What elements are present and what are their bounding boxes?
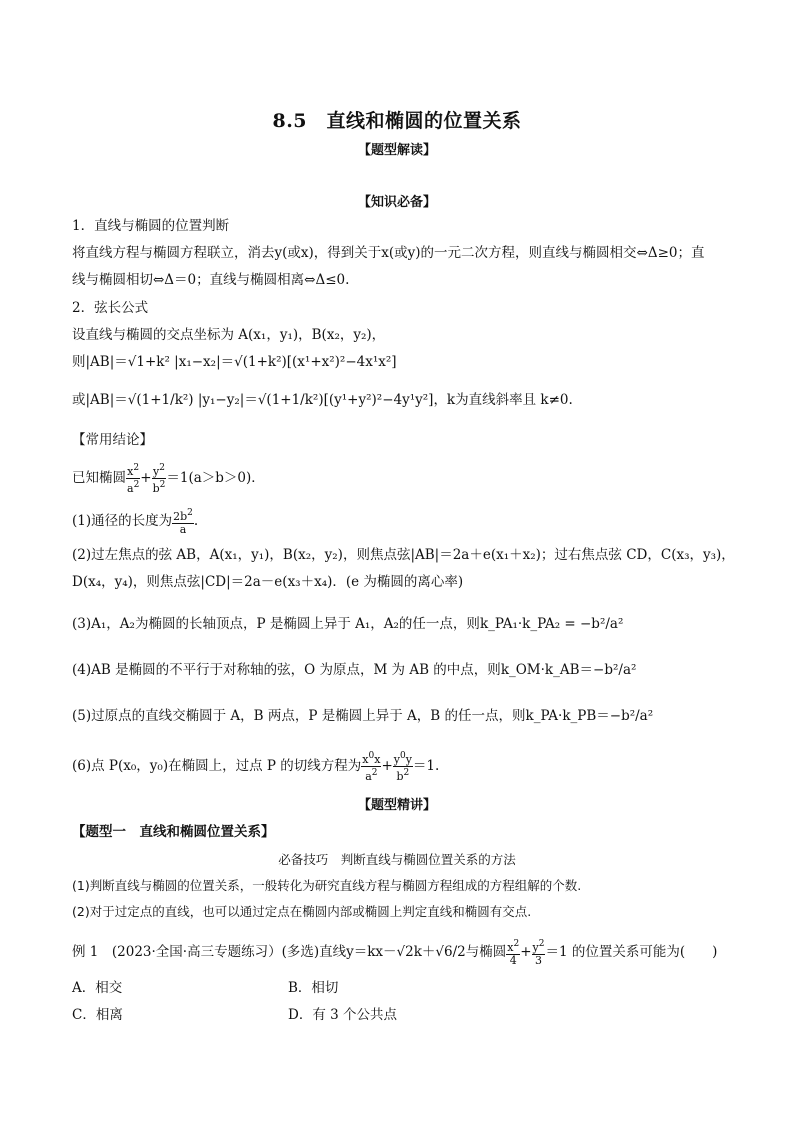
conclusion-4-text: (4)AB 是椭圆的不平行于对称轴的弦，O 为原点，M 为 AB 的中点，则 [72,662,501,678]
conclusion-4-formula: k_OM·k_AB＝−b²/a² [500,662,637,678]
section-heading-explanation: 【题型精讲】 [357,798,436,813]
option-a: A．相交 [72,980,123,996]
type1-heading: 【题型一 直线和椭圆位置关系】 [72,824,275,840]
conclusion-intro: 已知椭圆 $\frac{x^2}{a^2}$ + $\frac{y^2}{b^2}$ ＝1(a＞b＞0)． [72,463,265,495]
conclusion-intro-suffix: ＝1(a＞b＞0)． [166,470,265,486]
fraction-2b2-a: $\frac{2b^2}{a}$ [173,508,193,536]
page-title: 8.5 直线和椭圆的位置关系 [272,110,522,132]
type1-skill-2: (2)对于过定点的直线，也可以通过定点在椭圆内部或椭圆上判定直线和椭圆有交点. [72,904,532,919]
knowledge-heading-1: 1．直线与椭圆的位置判断 [72,218,230,234]
fraction-y2-b2: $\frac{y^2}{b^2}$ [152,463,166,495]
conclusion-1: (1)通径的长度为 $\frac{2b^2}{a}$ . [72,508,199,536]
conclusion-intro-prefix: 已知椭圆 [72,470,126,486]
knowledge-heading-2: 2．弦长公式 [72,300,149,316]
conclusion-3 [72,614,732,634]
chord-formula-x [72,352,732,372]
chord-formula-x-prefix: 则|AB|＝ [72,354,128,370]
option-b: B．相切 [288,980,339,996]
example-1-mid: 与椭圆 [465,944,507,960]
chord-formula-y-body: √(1+1/k²) |y₁−y₂|＝√(1+1/k²)[(y¹+y²)²−4y¹y²] [127,392,434,408]
section-heading-type-intro: 【题型解读】 [357,143,436,158]
conclusion-6: (6)点 P(x₀，y₀)在椭圆上，过点 P 的切线方程为 $\frac{x^0x}{a^2}$ + $\frac{y^0y}{b^2}$ ＝1. [72,751,440,783]
conclusion-4 [72,660,732,680]
conclusions-heading: 【常用结论】 [72,432,153,448]
conclusion-6-suffix: ＝1. [412,758,440,774]
conclusion-5-text: (5)过原点的直线交椭圆于 A，B 两点，P 是椭圆上异于 A，B 的任一点，则 [72,708,526,724]
conclusion-5-formula: k_PA·k_PB＝−b²/a² [525,708,654,724]
conclusion-3-formula: k_PA₁·k_PA₂ = −b²/a² [479,616,624,632]
chord-formula-x-body: √1+k² |x₁−x₂|＝√(1+k²)[(x¹+x²)²−4x¹x²] [127,354,397,370]
fraction-x2-4: $\frac{x^2}{4}$ [507,939,520,967]
conclusion-1-text: (1)通径的长度为 [72,513,173,529]
example-1-source: 例 1 (2023·全国·高三专题练习）(多选)直线 [72,944,347,960]
conclusion-2b: D(x₄，y₄)，则焦点弦|CD|＝2a－e(x₃＋x₄)．(e 为椭圆的离心率) [72,574,464,590]
type1-skill-1: (1)判断直线与椭圆的位置关系，一般转化为研究直线方程与椭圆方程组成的方程组解的个数. [72,878,582,893]
type1-skill-title: 必备技巧 判断直线与椭圆位置关系的方法 [278,852,516,867]
example-1-line-equation: y＝kx－√2k＋√6/2 [346,944,466,960]
fraction-x2-a2: $\frac{x^2}{a^2}$ [127,463,140,495]
knowledge-paragraph-1a: 将直线方程与椭圆方程联立，消去y(或x)，得到关于x(或y)的一元二次方程，则直线与椭圆相交⇔Δ≥0；直 [72,245,705,261]
example-1-suffix: ＝1 的位置关系可能为( ) [545,944,718,960]
fraction-y2-3: $\frac{y^2}{3}$ [532,939,545,967]
fraction-y0y-b2: $\frac{y^0y}{b^2}$ [393,751,412,783]
option-d: D．有 3 个公共点 [288,1007,397,1023]
example-1: 例 1 (2023·全国·高三专题练习）(多选)直线y＝kx－√2k＋√6/2与椭圆 $\frac{x^2}{4}$ + $\frac{y^2}{3}$ ＝1 的位置关系可能为( ) [72,939,718,967]
option-c: C．相离 [72,1007,123,1023]
conclusion-2a: (2)过左焦点的弦 AB，A(x₁，y₁)，B(x₂，y₂)，则焦点弦|AB|＝2a＋e(x₁＋x₂)；过右焦点弦 CD，C(x₃，y₃)， [72,547,735,563]
fraction-x0x-a2: $\frac{x^0x}{a^2}$ [362,751,381,783]
conclusion-5 [72,706,732,726]
knowledge-paragraph-1b: 线与椭圆相切⇔Δ＝0；直线与椭圆相离⇔Δ≤0. [72,272,350,288]
chord-formula-y-suffix: ，k为直线斜率且 k≠0. [433,392,573,408]
knowledge-paragraph-2: 设直线与椭圆的交点坐标为 A(x₁，y₁)，B(x₂，y₂)， [72,327,386,343]
conclusion-3-text: (3)A₁，A₂为椭圆的长轴顶点，P 是椭圆上异于 A₁，A₂的任一点，则 [72,616,480,632]
chord-formula-y [72,390,732,410]
section-heading-knowledge: 【知识必备】 [357,195,436,210]
conclusion-6-text: (6)点 P(x₀，y₀)在椭圆上，过点 P 的切线方程为 [72,758,362,774]
chord-formula-y-prefix: 或|AB|＝ [72,392,128,408]
